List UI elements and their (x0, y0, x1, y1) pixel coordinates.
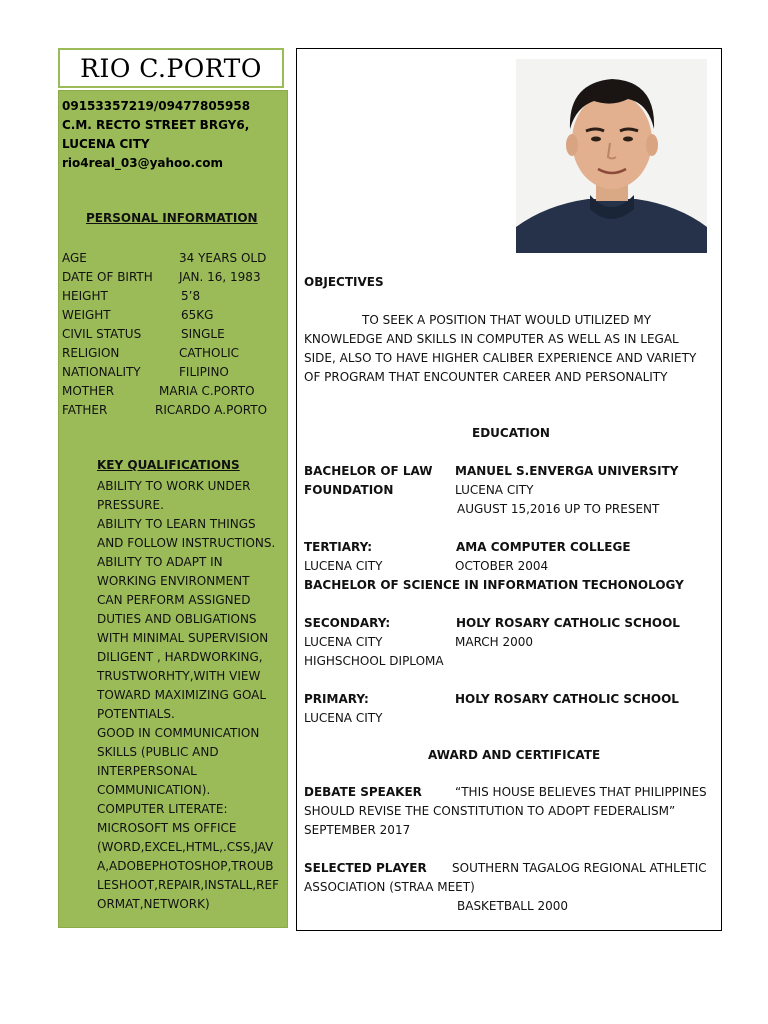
personal-info-value: MARIA C.PORTO (159, 384, 255, 398)
secondary-date: MARCH 2000 (455, 635, 534, 649)
key-qualifications-list (97, 477, 287, 914)
debate-line-1: “THIS HOUSE BELIEVES THAT PHILIPPINES (455, 785, 707, 799)
law-label-line2: FOUNDATION (304, 483, 394, 497)
phone-numbers: 09153357219/09477805958 (62, 99, 251, 113)
qualification-line: SKILLS (PUBLIC AND (97, 745, 219, 759)
objectives-heading: OBJECTIVES (304, 275, 384, 289)
qualification-line: COMMUNICATION). (97, 783, 211, 797)
qualification-line: ABILITY TO LEARN THINGS (97, 517, 256, 531)
primary-city: LUCENA CITY (304, 711, 383, 725)
personal-info-value: FILIPINO (179, 365, 229, 379)
tertiary-city: LUCENA CITY (304, 559, 383, 573)
main-content (296, 48, 722, 931)
qualification-line: PRESSURE. (97, 498, 164, 512)
qualification-line: TOWARD MAXIMIZING GOAL (97, 688, 267, 702)
player-label: SELECTED PLAYER (304, 861, 427, 875)
qualification-line: MICROSOFT MS OFFICE (97, 821, 237, 835)
personal-info-heading: PERSONAL INFORMATION (86, 211, 258, 225)
primary-school: HOLY ROSARY CATHOLIC SCHOOL (455, 692, 679, 706)
applicant-name: RIO C.PORTO (80, 53, 262, 83)
tertiary-school: AMA COMPUTER COLLEGE (456, 540, 631, 554)
profile-photo (516, 59, 707, 253)
qualification-line: (WORD,EXCEL,HTML,.CSS,JAV (97, 840, 274, 854)
secondary-degree: HIGHSCHOOL DIPLOMA (304, 654, 444, 668)
objective-line: SIDE, ALSO TO HAVE HIGHER CALIBER EXPERIENCE AND VARIETY (304, 351, 697, 365)
name-header (58, 48, 284, 88)
address-line-1: C.M. RECTO STREET BRGY6, (62, 118, 250, 132)
personal-info-label: DATE OF BIRTH (62, 270, 153, 284)
email-address[interactable]: rio4real_03@yahoo.com (62, 156, 223, 170)
sidebar (58, 90, 288, 928)
personal-info-value: RICARDO A.PORTO (155, 403, 268, 417)
personal-info-value: 65KG (181, 308, 214, 322)
key-qualifications-heading: KEY QUALIFICATIONS (97, 458, 240, 472)
tertiary-degree: BACHELOR OF SCIENCE IN INFORMATION TECHONOLOGY (304, 578, 684, 592)
person-photo-icon (516, 59, 707, 253)
contact-block (62, 97, 250, 173)
qualification-line: TRUSTWORHTY,WITH VIEW (97, 669, 261, 683)
law-city: LUCENA CITY (455, 483, 534, 497)
primary-label: PRIMARY: (304, 692, 369, 706)
personal-info-value: CATHOLIC (179, 346, 240, 360)
debate-line-2: SHOULD REVISE THE CONSTITUTION TO ADOPT FEDERALISM” (304, 804, 676, 818)
qualification-line: WORKING ENVIRONMENT (97, 574, 250, 588)
personal-info-label: MOTHER (62, 384, 115, 398)
personal-info-label: CIVIL STATUS (62, 327, 142, 341)
personal-info-value: JAN. 16, 1983 (179, 270, 261, 284)
qualification-line: CAN PERFORM ASSIGNED (97, 593, 251, 607)
player-line-3: BASKETBALL 2000 (457, 899, 569, 913)
personal-info-label: RELIGION (62, 346, 120, 360)
education-heading: EDUCATION (472, 426, 550, 440)
objective-line: TO SEEK A POSITION THAT WOULD UTILIZED MY (362, 313, 652, 327)
personal-info-label: HEIGHT (62, 289, 108, 303)
address-line-2: LUCENA CITY (62, 137, 150, 151)
awards-heading: AWARD AND CERTIFICATE (428, 748, 601, 762)
debate-label: DEBATE SPEAKER (304, 785, 422, 799)
qualification-line: AND FOLLOW INSTRUCTIONS. (97, 536, 276, 550)
player-line-2: ASSOCIATION (STRAA MEET) (304, 880, 475, 894)
secondary-school: HOLY ROSARY CATHOLIC SCHOOL (456, 616, 680, 630)
secondary-label: SECONDARY: (304, 616, 391, 630)
law-school: MANUEL S.ENVERGA UNIVERSITY (455, 464, 679, 478)
debate-date: SEPTEMBER 2017 (304, 823, 411, 837)
tertiary-date: OCTOBER 2004 (455, 559, 549, 573)
qualification-line: DUTIES AND OBLIGATIONS (97, 612, 257, 626)
personal-info-value: SINGLE (181, 327, 225, 341)
qualification-line: WITH MINIMAL SUPERVISION (97, 631, 269, 645)
tertiary-label: TERTIARY: (304, 540, 373, 554)
objective-line: KNOWLEDGE AND SKILLS IN COMPUTER AS WELL AS IN LEGAL (304, 332, 679, 346)
personal-info-label: AGE (62, 251, 87, 265)
qualification-line: ABILITY TO ADAPT IN (97, 555, 223, 569)
qualification-line: POTENTIALS. (97, 707, 175, 721)
personal-info-label: NATIONALITY (62, 365, 141, 379)
qualification-line: A,ADOBEPHOTOSHOP,TROUB (97, 859, 274, 873)
qualification-line: GOOD IN COMMUNICATION (97, 726, 260, 740)
qualification-line: ORMAT,NETWORK) (97, 897, 210, 911)
law-label: BACHELOR OF LAW (304, 464, 433, 478)
personal-info-label: WEIGHT (62, 308, 111, 322)
player-line-1: SOUTHERN TAGALOG REGIONAL ATHLETIC (452, 861, 707, 875)
personal-info-value: 5’8 (181, 289, 201, 303)
personal-info-value: 34 YEARS OLD (179, 251, 267, 265)
secondary-city: LUCENA CITY (304, 635, 383, 649)
objective-line: OF PROGRAM THAT ENCOUNTER CAREER AND PERSONALITY (304, 370, 668, 384)
law-date: AUGUST 15,2016 UP TO PRESENT (457, 502, 660, 516)
qualification-line: ABILITY TO WORK UNDER (97, 479, 251, 493)
qualification-line: DILIGENT , HARDWORKING, (97, 650, 263, 664)
qualification-line: COMPUTER LITERATE: (97, 802, 228, 816)
qualification-line: LESHOOT,REPAIR,INSTALL,REF (97, 878, 279, 892)
qualification-line: INTERPERSONAL (97, 764, 197, 778)
personal-info-label: FATHER (62, 403, 108, 417)
